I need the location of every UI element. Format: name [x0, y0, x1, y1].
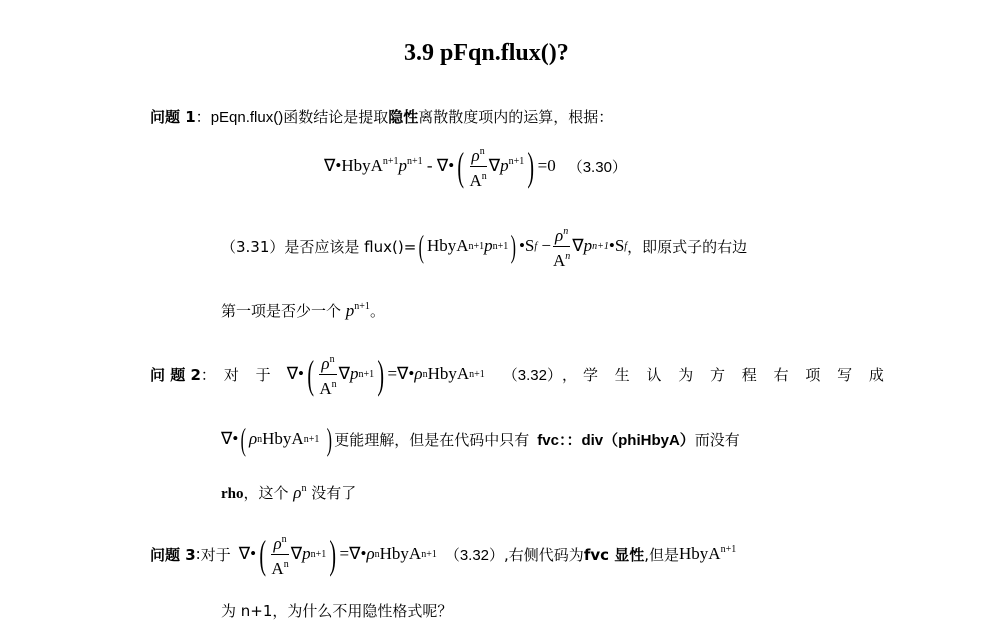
question-3-line-1: 问题 3 : 对于 ∇• ( $\frac{\rho^n}{A^n}$ ∇ p n+1 ) =∇• ρ n HbyA n+1 （3.32） ,右侧代码为 fvc 显性 ,但是 HbyA$^{n+1}$	[150, 531, 737, 578]
question-3-label: 问题 3	[150, 545, 196, 564]
question-2-text-a: 对 于	[223, 365, 277, 384]
question-2-line-2-tail: 而没有	[694, 430, 740, 449]
equation-3-30-number: （3.30）	[567, 158, 627, 176]
question-3-line-2: 为 n+1，为什么不用隐性格式呢？	[221, 602, 453, 620]
question-2-line-2-suffix: 更能理解，但是在代码中只有	[334, 430, 530, 449]
question-1-label: 问题 1	[150, 108, 196, 126]
question-1-line-2-suffix: ，即原式子的右边	[627, 237, 748, 256]
question-1-text-a: 函数结论是提取	[283, 108, 389, 126]
question-2-code: fvc：：div（phiHbyA）	[537, 431, 695, 449]
question-3-text-a: 对于	[200, 545, 231, 564]
question-1-code: pEqn.flux()	[210, 109, 284, 126]
question-2-line-3: rho，这个 $\rho^n$ 没有了	[221, 483, 357, 502]
question-2-line-3-tail: 没有了	[311, 484, 357, 502]
question-3-eq-number: （3.32）	[444, 546, 505, 564]
question-1-text-b: 离散散度项内的运算，根据：	[418, 108, 614, 126]
question-3-colon: :	[195, 545, 201, 563]
question-2-rho: rho	[221, 486, 244, 502]
question-1-line-3-suffix: 。	[369, 302, 385, 320]
question-3-code: fvc 显性	[583, 545, 645, 564]
question-1-line-2-prefix: （3.31）是否应该是 flux()=	[221, 237, 417, 256]
question-2-eq-number: （3.32）	[502, 366, 562, 384]
question-2-colon: ：	[200, 365, 216, 384]
question-2-label: 问 题 2	[150, 365, 201, 384]
question-1-colon: ：	[195, 108, 211, 126]
question-1-bold: 隐性	[388, 108, 419, 126]
question-1-line-2: （3.31）是否应该是 flux()= ( HbyA n+1 p n+1 ) •S f − $\frac{\rho^n}{A^n}$ ∇ p n+1 •S f ，即原式子的右边	[221, 220, 747, 272]
question-1-line-3: 第一项是否少一个 $p^{n+1}$。	[221, 301, 385, 320]
equation-3-30: $\nabla•HbyA^{n+1}p^{n+1}$ - ∇• ( $\frac{\rho^n}{A^n}$ $\nabla p^{n+1}$ ) =0 （3.30）	[324, 143, 627, 190]
question-3-text-b: ,右侧代码为	[504, 545, 584, 564]
page-title: 3.9 pFqn.flux()?	[404, 40, 569, 66]
question-1-line-1	[150, 106, 613, 127]
question-2-line-3-text: ，这个	[243, 484, 289, 502]
question-3-text-c: ,但是	[644, 545, 680, 564]
question-2-line-2: ∇• ( ρ n HbyA n+1 ) 更能理解，但是在代码中只有 fvc：：div（phiHbyA） 而没有	[221, 420, 740, 457]
question-2-line-1: 问 题 2 ： 对 于 ∇• ( $\frac{\rho^n}{A^n}$ ∇ p n+1 ) =∇• ρ n HbyA n+1 （3.32） ，学 生 认 为 方 程 右 项 写 成	[150, 351, 890, 398]
question-1-line-3-prefix: 第一项是否少一个	[221, 302, 342, 320]
question-2-text-b: ，学 生 认 为 方 程 右 项 写 成	[561, 365, 890, 384]
